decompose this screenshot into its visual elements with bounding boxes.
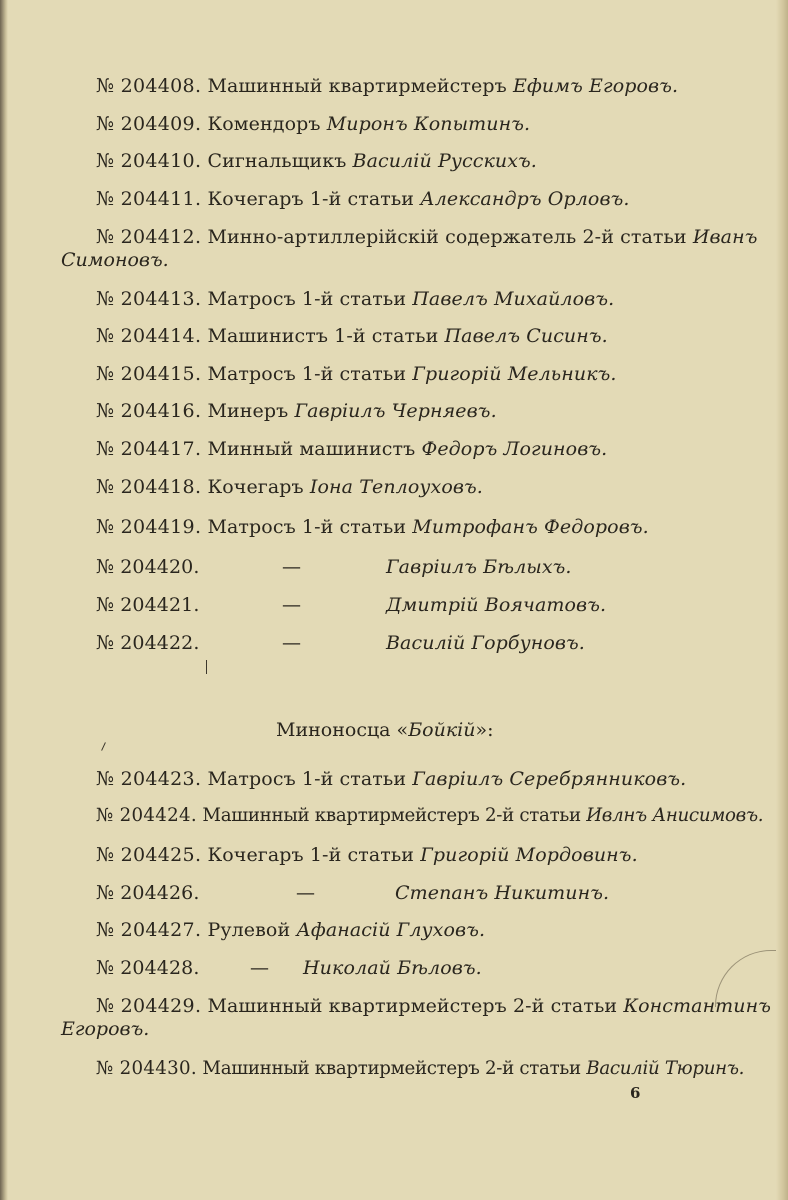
entry-204418 bbox=[96, 475, 483, 499]
entry-204427 bbox=[96, 918, 485, 942]
entry-number: № 204413. bbox=[96, 288, 202, 310]
page-number: 6 bbox=[630, 1084, 641, 1102]
page-left-binding-shadow bbox=[0, 0, 8, 1200]
entry-number: № 204418. bbox=[96, 476, 202, 498]
entry-person-name: Павелъ Михайловъ. bbox=[412, 288, 615, 310]
entry-rank: Машинный квартирмейстеръ 2-й статьи bbox=[207, 995, 618, 1017]
heading-ship-name: Бойкій bbox=[408, 719, 476, 741]
entry-rank: Матросъ 1-й статьи bbox=[207, 288, 407, 310]
entry-number: № 204415. bbox=[96, 363, 202, 385]
entry-person-name: Афанасій Глуховъ. bbox=[296, 919, 486, 941]
entry-204415 bbox=[96, 362, 617, 386]
entry-rank: Кочегаръ 1-й статьи bbox=[207, 844, 415, 866]
entry-number: № 204427. bbox=[96, 919, 202, 941]
entry-204420-number: № 204420. bbox=[96, 556, 200, 578]
entry-204413 bbox=[96, 287, 614, 311]
entry-person-name: Федоръ Логиновъ. bbox=[421, 438, 608, 460]
entry-204422-ditto: — bbox=[282, 632, 302, 654]
entry-204421-ditto: — bbox=[282, 594, 302, 616]
entry-rank: Матросъ 1-й статьи bbox=[207, 516, 407, 538]
entry-204420-person-name: Гавріилъ Бѣлыхъ. bbox=[386, 556, 572, 578]
entry-204424 bbox=[96, 804, 763, 828]
entry-person-name: Митрофанъ Федоровъ. bbox=[412, 516, 649, 538]
entry-number: № 204414. bbox=[96, 325, 202, 347]
entry-204414 bbox=[96, 324, 608, 348]
entry-person-name: Іона Теплоуховъ. bbox=[309, 476, 483, 498]
entry-204428-number: № 204428. bbox=[96, 957, 200, 979]
heading-suffix: »: bbox=[475, 719, 494, 741]
entry-number: № 204430. bbox=[96, 1058, 197, 1079]
entry-person-name: Гавріилъ Черняевъ. bbox=[294, 400, 497, 422]
entry-person-name: Григорій Мельникъ. bbox=[412, 363, 617, 385]
entry-person-name: Василій Тюринъ. bbox=[586, 1058, 745, 1079]
entry-number: № 204408. bbox=[96, 75, 202, 97]
entry-204412 bbox=[96, 225, 757, 249]
entry-person-name: Александръ Орловъ. bbox=[420, 188, 630, 210]
entry-204429 bbox=[96, 994, 771, 1018]
entry-number: № 204429. bbox=[96, 995, 202, 1017]
entry-rank: Минеръ bbox=[207, 400, 289, 422]
entry-204426-person-name: Степанъ Никитинъ. bbox=[395, 882, 610, 904]
entry-rank: Матросъ 1-й статьи bbox=[207, 363, 407, 385]
entry-204410 bbox=[96, 149, 537, 173]
entry-person-name: Ефимъ Егоровъ. bbox=[512, 75, 679, 97]
entry-person-name: Григорій Мордовинъ. bbox=[420, 844, 638, 866]
entry-204420-ditto: — bbox=[282, 556, 302, 578]
entry-204409 bbox=[96, 112, 530, 136]
entry-person-name: Павелъ Сисинъ. bbox=[444, 325, 608, 347]
page-right-edge bbox=[776, 0, 788, 1200]
entry-rank: Рулевой bbox=[207, 919, 291, 941]
entry-person-name: Миронъ Копытинъ. bbox=[326, 113, 531, 135]
entry-rank: Минный машинистъ bbox=[207, 438, 416, 460]
entry-number: № 204411. bbox=[96, 188, 202, 210]
entry-rank: Кочегаръ 1-й статьи bbox=[207, 188, 415, 210]
entry-204412-continuation: Симоновъ. bbox=[61, 249, 169, 271]
entry-204429-continuation: Егоровъ. bbox=[61, 1018, 150, 1040]
entry-person-name: Иванъ bbox=[692, 226, 758, 248]
entry-person-name: Ивлнъ Анисимовъ. bbox=[586, 805, 764, 826]
entry-number: № 204424. bbox=[96, 805, 197, 826]
entry-204419 bbox=[96, 515, 649, 539]
entry-person-name: Василій Русскихъ. bbox=[352, 150, 537, 172]
entry-204411 bbox=[96, 187, 630, 211]
entry-rank: Комендоръ bbox=[207, 113, 321, 135]
entry-204425 bbox=[96, 843, 638, 867]
entry-204421-person-name: Дмитрій Воячатовъ. bbox=[386, 594, 607, 616]
entry-204422-person-name: Василій Горбуновъ. bbox=[386, 632, 585, 654]
entry-204428-ditto: — bbox=[250, 957, 270, 979]
entry-204423 bbox=[96, 767, 686, 791]
stray-ink-mark bbox=[206, 660, 207, 674]
entry-rank: Матросъ 1-й статьи bbox=[207, 768, 407, 790]
heading-prefix: Миноносца « bbox=[276, 719, 409, 741]
entry-204422-number: № 204422. bbox=[96, 632, 200, 654]
entry-number: № 204416. bbox=[96, 400, 202, 422]
entry-204421-number: № 204421. bbox=[96, 594, 200, 616]
entry-number: № 204410. bbox=[96, 150, 202, 172]
entry-number: № 204419. bbox=[96, 516, 202, 538]
entry-rank: Машинный квартирмейстеръ bbox=[207, 75, 507, 97]
entry-number: № 204417. bbox=[96, 438, 202, 460]
entry-204408 bbox=[96, 74, 678, 98]
entry-number: № 204425. bbox=[96, 844, 202, 866]
entry-204430 bbox=[96, 1057, 744, 1081]
entry-number: № 204409. bbox=[96, 113, 202, 135]
entry-204417 bbox=[96, 437, 607, 461]
entry-204416 bbox=[96, 399, 497, 423]
entry-204426-ditto: — bbox=[296, 882, 316, 904]
section-heading bbox=[276, 718, 494, 742]
entry-rank: Машинистъ 1-й статьи bbox=[207, 325, 439, 347]
entry-number: № 204412. bbox=[96, 226, 202, 248]
entry-person-name: Гавріилъ Серебрянниковъ. bbox=[412, 768, 687, 790]
entry-204426-number: № 204426. bbox=[96, 882, 200, 904]
entry-rank: Машинный квартирмейстеръ 2-й статьи bbox=[202, 805, 581, 826]
entry-204428-person-name: Николай Бѣловъ. bbox=[303, 957, 482, 979]
entry-number: № 204423. bbox=[96, 768, 202, 790]
entry-rank: Минно-артиллерійскій содержатель 2-й статьи bbox=[207, 226, 687, 248]
stray-ink-mark bbox=[101, 742, 106, 751]
entry-rank: Машинный квартирмейстеръ 2-й статьи bbox=[202, 1058, 581, 1079]
entry-rank: Кочегаръ bbox=[207, 476, 304, 498]
entry-rank: Сигнальщикъ bbox=[207, 150, 347, 172]
entry-person-name: Константинъ bbox=[623, 995, 772, 1017]
